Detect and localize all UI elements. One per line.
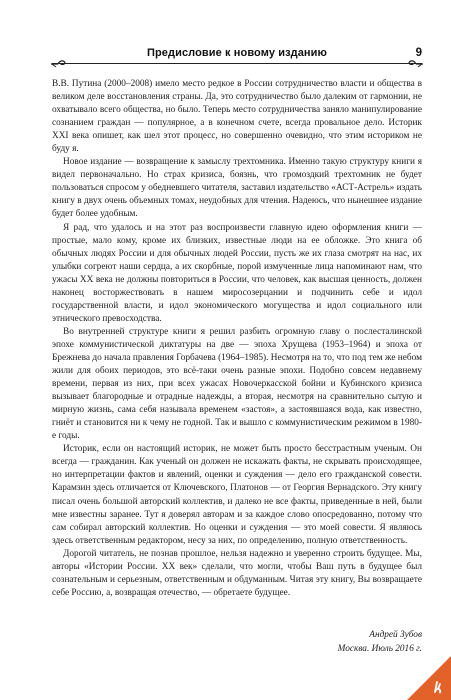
right-ornament-icon [408,58,424,68]
paragraph-3: Я рад, что удалось и на этот раз воспроизвести главную идею оформления книги — простые, мало кому, кроме их близких, известные люди на ее обложке. Это книга об обычных людях России и для обычных людей России, пусть же их глаза смотрят на нас, их улыбки согреют наши сердца, а их скорбные, порой измученные лица напоминают нам, что ужасы XX века не должны повториться в России, что человек, как высшая ценность, должен наконец восторжествовать в нашем миросозерцании и подчинить себе и идол государственной власти, и идол экономического могущества и идол социального или этнического превосходства. [52,222,422,324]
header-rule [52,63,422,64]
running-header [52,47,422,69]
paragraph-5: Историк, если он настоящий историк, не может быть просто бесстрастным ученым. Он всегда — гражданин. Как ученый он должен не искажать факты, не скрывать происходящее, но интерпретации фактов и явлений, оценки и суждения — дело его гражданской совести. Карамзин здесь отличается от Ключевского, Платонов — от Георгия Вернадского. Эту книгу писал очень большой авторский коллектив, и далеко не все факты, приведенные в ней, были мне известны заранее. Тут я доверял авторам и за каждое слово опосредованно, потому что сам собирал авторский коллектив. Но оценки и суждения — это моей совести. Я являюсь здесь ответственным редактором, несу за них, по определению, полную ответственность. [52,444,422,546]
corner-badge[interactable] [407,656,451,700]
page-body [52,78,422,600]
page-number: 9 [415,47,422,59]
paragraph-4: Во внутренней структуре книги я решил разбить огромную главу о послесталинской эпохе коммунистической диктатуры на две — эпоха Хрущева (1953–1964) и эпоха от Брежнева до начала правления Горбачева (1964–1985). Несмотря на то, что под тем же небом жили для обоих периодов, это всё-таки очень разные эпохи. Подобно совсем недавнему времени, первая из них, при всех ужасах Новочеркасской бойни и Кубинского кризиса вызывает благородные и отрадные надежды, а вторая, несмотря на сравнительно сытую и мирную жизнь, сама себя называла временем «застоя», а застоявшаяся вода, как известно, гниёт и становится ни к чему не годной. Так и вышло с коммунистическим режимом в 1980-е годы. [52,326,422,442]
paragraph-1: В.В. Путина (2000–2008) имело место редкое в России сотрудничество власти и общества в великом деле восстановления страны. Да, это сотрудничество было далеким от гармонии, не охватывало всего общества, но было. Теперь место сотрудничества заняло манипулирование сознанием граждан — популярное, а в конечном счете, всегда провальное дело. Историк XXI века опишет, как шел этот процесс, но совершенно очевидно, что этим историком не буду я. [52,79,422,155]
store-logo-icon[interactable] [432,680,444,694]
paragraph-6: Дорогой читатель, не познав прошлое, нельзя надежно и уверенно строить будущее. Мы, авторы «Истории России. XX век» сделали, что могли, чтобы Ваш путь в будущее был сознательным и серьезным, ответственным и обдуманным. Читая эту книгу, Вы возвращаете себе Россию, а, возвращая отечество, — обретаете будущее. [52,548,422,598]
author-name: Андрей Зубов [369,630,422,640]
signature-block [338,629,422,656]
chapter-title: Предисловие к новому изданию [146,47,328,59]
paragraph-2: Новое издание — возвращение к замыслу трехтомника. Именно такую структуру книги я видел первоначально. Но страх кризиса, боязнь, что громоздкий трехтомник не будет пользоваться спросом у обедневшего читателя, заставил издательство «АСТ-Астрель» издать книгу в двух очень объемных томах, неудобных для чтения. Надеюсь, что нынешнее издание будет более удобным. [52,157,422,220]
place-date: Москва. Июль 2016 г. [337,643,422,654]
